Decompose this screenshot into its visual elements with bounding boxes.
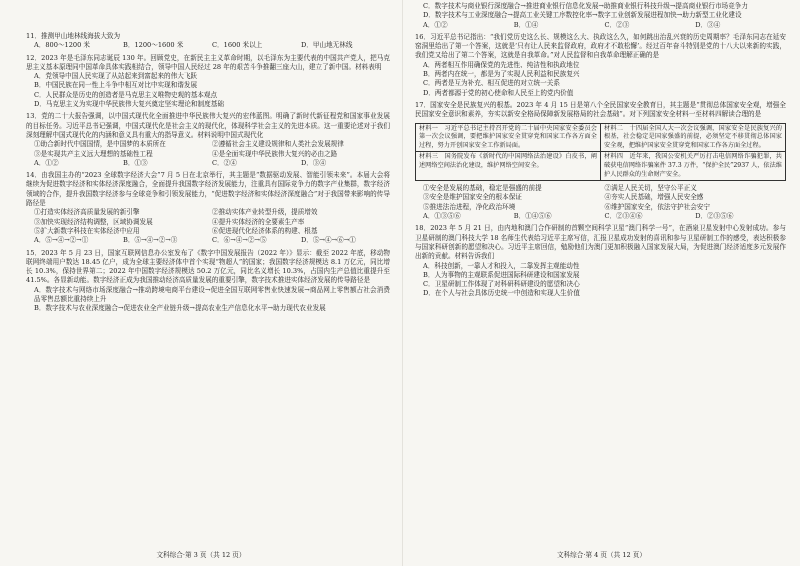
- answer-a: A．⑤→④→②→①: [34, 236, 89, 245]
- page-footer: 文科综合·第 4 页（共 12 页）: [556, 550, 646, 559]
- item-row: [34, 208, 390, 217]
- answer-b: B．①③: [123, 158, 148, 167]
- item-row: [34, 227, 390, 236]
- item-1: ①助合新时代中国国情，是中国梦的本质所在: [34, 140, 166, 149]
- item-3: ③加快实现经济结构调整，区域协调发展: [34, 217, 153, 226]
- answer-d: D．③④: [301, 158, 327, 167]
- item-1: ①安全是发展的基础，稳定是强盛的前提: [423, 184, 542, 193]
- question-13: [26, 112, 390, 168]
- option-b: B．数字技术与农业深度融合→促进农业全产业链升级→提高农业生产信息化水平→助力现代农业发展: [34, 304, 326, 313]
- option-d: D．数字技术与工业深度融合→提高工业关键工序数控化率→数字工业创新发展进程加快→助力新型工业化建设: [423, 11, 742, 20]
- question-stem: 16．习近平总书记指出：“我们党历史这么长、规模这么大、执政这么久，如何跳出治乱兴衰的历史周期率？毛泽东同志在延安窑洞里给出了第一个答案，这就是‘只有让人民来监督政府，政府才不敢松懈’。经过百年奋斗特别是党的十八大以来新的实践，我们党又给出了第二个答案，这就是自我革命。”对人民监督和自我革命理解正确的是: [415, 32, 786, 60]
- question-stem: 12．2023 年是毛泽东同志诞辰 130 年。回顾党史，在新民主主义革命时期，以毛泽东为主要代表的中国共产党人，把马克思主义基本原理同中国革命具体实践相结合，领导中国人民经过 28 年的艰苦斗争推翻三座大山，建立了新中国。材料表明: [26, 53, 390, 71]
- option-d: D．甲山地无林线: [301, 41, 353, 50]
- item-6: ⑥促进现代化经济体系的构建、根基: [212, 226, 318, 235]
- question-11: [26, 32, 390, 51]
- answer-b: B．①④: [513, 20, 539, 29]
- item-row: [34, 140, 390, 149]
- item-2: ②遵循社会主义建设规律和人类社会发展规律: [212, 140, 344, 149]
- item-2: ②满足人民关切，坚守公平正义: [604, 184, 697, 193]
- question-15-continued: [415, 2, 786, 30]
- option-a: A．党领导中国人民实现了从站起来到富起来的伟大飞跃: [34, 72, 198, 81]
- item-3: ③安全是维护国家安全的根本保证: [423, 193, 522, 202]
- question-stem: 18．2023 年 5 月 21 日，由内地和澳门合作研制的首颗空间科学卫星“澳门科学一号”，在酒泉卫星发射中心发射成功。参与卫星研制的澳门科技大学 18 名师生代表给习近平主席写信，汇报卫星成功发射的喜讯和参与卫星研制工作的感受，表达积极参与国家科研创新的愿望和决心。习近平主席回信，勉励他们为澳门更加积极融入国家发展大局，为促进澳门经济适度多元发展作出新的贡献。材料告诉我们: [415, 224, 786, 261]
- option-d: D．在个人与社会具体历史统一中创造和实现人生价值: [423, 289, 580, 298]
- option-d: D．马克思主义为实现中华民族伟大复兴奠定坚实理论和制度基础: [34, 100, 224, 109]
- answer-row: [34, 159, 390, 168]
- page-footer: 文科综合·第 3 页（共 12 页）: [156, 550, 246, 559]
- option-d: D．两者都源于党的初心使命和人民至上的党内价值: [423, 88, 574, 97]
- answer-d: D．②③⑤⑥: [695, 212, 734, 221]
- answer-c: C．⑥→④→②→⑤: [212, 236, 267, 245]
- answer-c: C．②④: [212, 158, 237, 167]
- answer-row: [423, 212, 786, 221]
- option-c: C．卫星研制工作体现了对科研科研建设的愿望和决心: [423, 280, 580, 289]
- option-row: [34, 41, 390, 50]
- question-15: [26, 249, 390, 314]
- item-5: ⑤推进法治进程，净化政治环境: [423, 202, 516, 211]
- answer-a: A．①②: [34, 158, 59, 167]
- question-stem: 14．由我国主办的“2023 全球数字经济大会”7 月 5 日在北京举行，其主题是“数据驱动发展、智能引领未来”。本届大会将继续为促进数字经济和实体经济深度融合，全面提升我国数字经济发展能力，注重具有国际竞争力的数字产业集群，数字经济领域的合作，提升我国数字经济参与全球竞争和引领发展能力，“促进数字经济和实体经济深度融合”对于我国带来影响的传导路径是: [26, 171, 390, 208]
- option-b: B．中国民族在同一性上斗争中相互对比中实现和谐发展: [34, 81, 198, 90]
- answer-d: D．③④: [695, 20, 721, 29]
- question-stem: 11．推测甲山地林线海拔大致为: [26, 32, 121, 40]
- item-5: ⑤扩大新数字科技在实体经济中应用: [34, 226, 140, 235]
- question-17: [415, 101, 786, 221]
- answer-row: [423, 21, 786, 30]
- answer-c: C．②③: [604, 20, 630, 29]
- item-6: ⑥维护国家安全，依法守护社会安宁: [604, 202, 710, 211]
- item-2: ②推动实体产业转型升级，提质增效: [212, 208, 318, 217]
- option-a: A．两者相互作用确保党的先进性、纯洁性和执政地位: [423, 60, 580, 69]
- item-row: [34, 150, 390, 159]
- option-c: C．两者是互为补充、相互促进的对立统一关系: [423, 79, 560, 88]
- option-c: C．1600 米以上: [212, 41, 263, 50]
- option-c: C．人民群众是历史的创造者是马克思主义唯物史观的基本观点: [34, 90, 218, 99]
- question-stem: 13．党的二十大报告强调，以中国式现代化全面推进中华民族伟大复兴的宏伟蓝图。明确了新时代新征程党和国家事业发展的目标任务。习近平总书记强调，中国式现代化是社会主义的现代化，体现科学社会主义的先进本质。这一重要论述对于我们深刻理解中国式现代化的内涵和意义具有重大的指导意义。材料说明中国式现代化: [26, 112, 390, 139]
- material-3: 材料三 国务院发布《新时代的中国网络法治建设》白皮书，阐述网络空间法治化建设，维护网络空间安全。: [416, 152, 601, 181]
- option-b: B．两者内在统一，都是为了实现人民利益和民族复兴: [423, 70, 580, 79]
- right-page: [402, 0, 800, 566]
- item-4: ④夯实人民基础，增强人民安全感: [604, 193, 704, 202]
- option-b: B．1200～1600 米: [123, 41, 184, 50]
- question-16: [415, 33, 786, 98]
- option-a: A．数字技术与网络市场深度融合→推动跨境电商平台建设→促进全国互联网零售业快速发展→商品网上零售额占社会消费品零售总额比重持续上升: [34, 285, 390, 304]
- item-4: ④提升实体经济的全要素生产率: [212, 217, 305, 226]
- item-1: ①打造实体经济高质量发展的新引擎: [34, 208, 140, 217]
- item-row: [423, 203, 786, 212]
- question-stem: 15．2023 年 5 月 23 日，国家互联网信息办公室发布了《数字中国发展报告（2022 年）》显示：截至 2022 年底，移动物联网终端用户数达 18.45 亿户，成为全球主要经济体中首个实现“物超人”的国家；我国数字经济规模达 8.1 万亿元，同比增长 10.3%，保持世界第二；2022 年中国数字经济规模达 50.2 万亿元，同比名义增长 10.3%，占国内生产总值比重提升至 41.5%。各显新动能。数字经济正成为我国推动经济高质量发展的重要引擎，数字技术推进实体经济发展的传导路径是: [26, 248, 390, 285]
- question-12: [26, 54, 390, 110]
- item-row: [34, 218, 390, 227]
- option-b: B．人为事物的主观联系促进国际科研建设和国家发展: [423, 270, 580, 279]
- answer-b: B．①④⑤⑥: [513, 212, 552, 221]
- item-4: ④是全面实现中华民族伟大复兴的必由之路: [212, 149, 338, 158]
- question-stem: 17．国家安全是民族复兴的根基。2023 年 4 月 15 日是第八个全民国家安全教育日，其主题是“贯彻总体国家安全观，增强全民国家安全意识和素养，夯实以新安全格局保障新发展格局的社会基础”。对下列国家安全材料一至材料四解读合理的是: [415, 100, 786, 119]
- question-18: [415, 224, 786, 298]
- option-a: A．800～1200 米: [34, 41, 91, 50]
- option-a: A．科技创新，一靠人才和投入，二靠发挥主观能动性: [423, 261, 580, 270]
- material-4: 材料四 近年来，我国公安机关严厉打击电信网络诈骗犯罪，共破获电信网络诈骗案件 37.3 万件，“保护全民”2937 人，依法维护人民群众的生命财产安全。: [601, 152, 786, 181]
- item-3: ③是实现共产主义远大理想的基础性工程: [34, 149, 153, 158]
- answer-c: C．②③④⑥: [604, 212, 643, 221]
- materials-table: [415, 123, 786, 182]
- option-c: C．数字技术与商业银行深度融合→推进商业银行信息化发展→助推商业银行科技升级→提高商业银行市场竞争力: [423, 2, 748, 10]
- answer-d: D．⑤→④→⑥→①: [301, 236, 356, 245]
- answer-a: A．①②: [423, 20, 448, 29]
- material-2: 材料二 十四届全国人大一次会议强调，国家安全是民族复兴的根基，社会稳定是国家强盛的前提，必须坚定不移贯彻总体国家安全观，把维护国家安全贯穿党和国家工作各方面全过程。: [601, 123, 786, 152]
- item-row: [423, 193, 786, 202]
- answer-a: A．①③⑤⑥: [423, 212, 461, 221]
- material-1: 材料一 习近平总书记主持召开党的二十届中央国家安全委员会第一次会议强调，要把维护国家安全贯穿党和国家工作各方面全过程，努力开创国家安全工作新局面。: [416, 123, 601, 152]
- question-14: [26, 171, 390, 245]
- answer-row: [34, 236, 390, 245]
- answer-b: B．⑤→④→②→③: [123, 236, 178, 245]
